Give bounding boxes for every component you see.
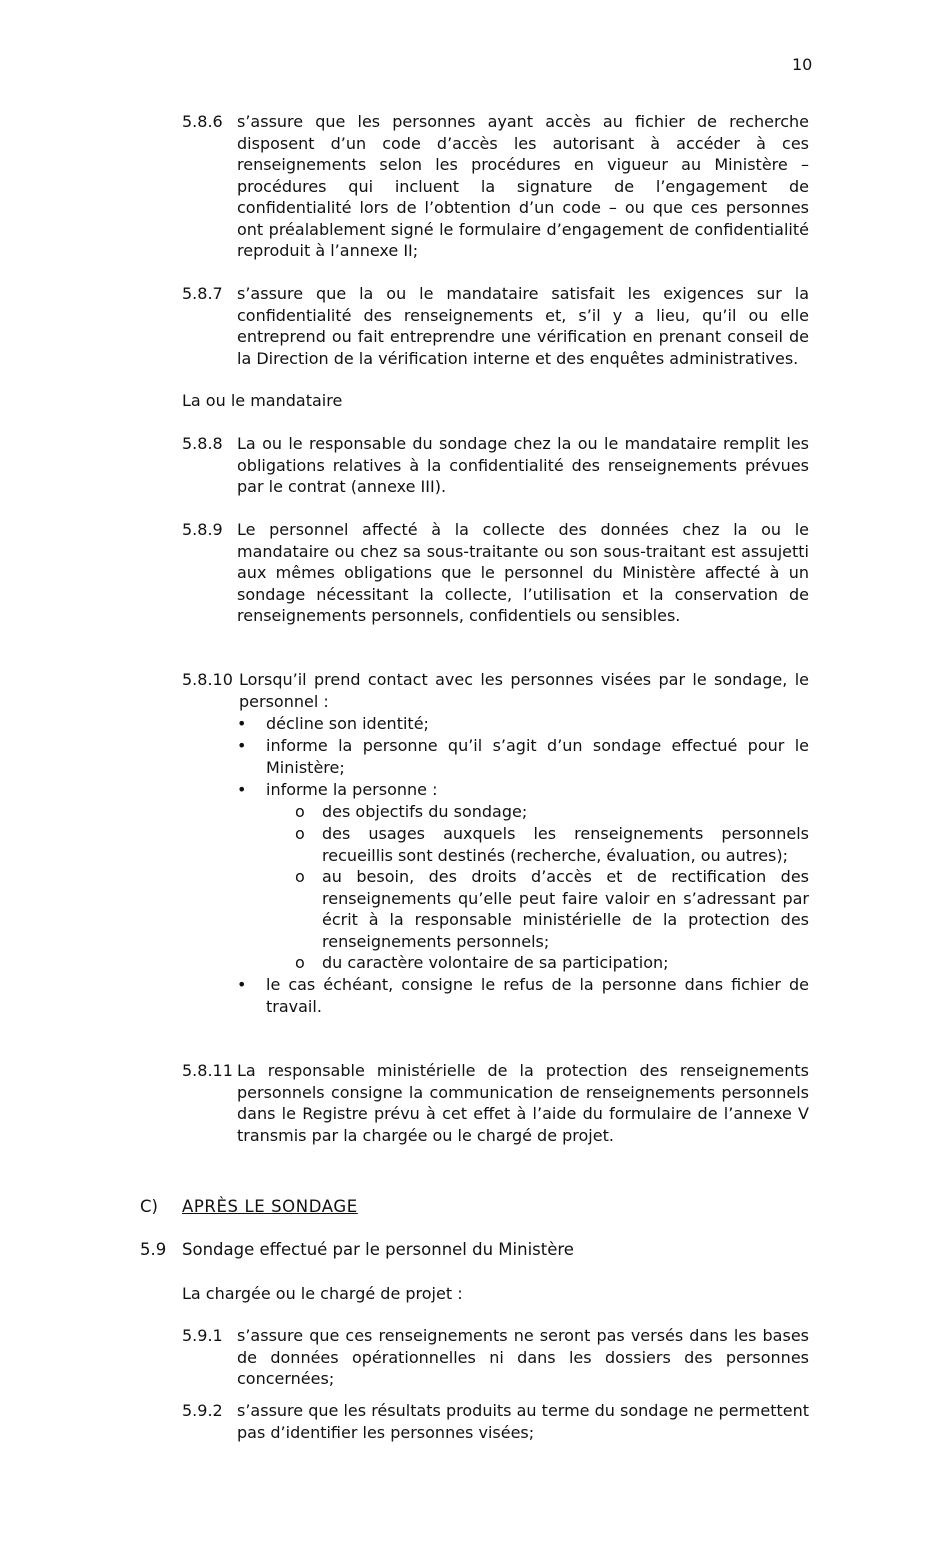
list-item <box>0 1325 950 1391</box>
item-text: s’assure que les résultats produits au terme du sondage ne permettent pas d’identifier les personnes visées; <box>237 1401 809 1442</box>
bullet-text: informe la personne : <box>266 780 438 799</box>
bullet-text: décline son identité; <box>266 714 429 733</box>
list-item <box>0 1060 950 1148</box>
item-text: s’assure que ces renseignements ne seront pas versés dans les bases de données opérationnelles ni dans les dossiers des personnes concernées; <box>237 1326 809 1388</box>
bullet-item <box>237 974 809 1018</box>
bullet-text: le cas échéant, consigne le refus de la personne dans fichier de travail. <box>266 975 809 1016</box>
item-text: La ou le responsable du sondage chez la ou le mandataire remplit les obligations relatives à la confidentialité des renseignements prévues par le contrat (annexe III). <box>237 434 809 496</box>
sub-bullet-item <box>293 801 809 823</box>
list-item <box>0 519 950 649</box>
item-text: Le personnel affecté à la collecte des données chez la ou le mandataire ou chez sa sous-traitante ou son sous-traitant est assujetti aux mêmes obligations que le personnel du Ministère affecté à un sondage nécessitant la collecte, l’utilisation et la conservation de renseignements personnels, confidentiels ou sensibles. <box>237 520 809 625</box>
bullet-text: informe la personne qu’il s’agit d’un sondage effectué pour le Ministère; <box>266 736 809 777</box>
list-item <box>0 433 950 499</box>
page-number: 10 <box>792 55 813 74</box>
list-item <box>0 1400 950 1444</box>
bullet-glyph: • <box>237 975 247 994</box>
subsection-label: La ou le mandataire <box>182 391 343 410</box>
bullet-glyph: • <box>237 736 247 755</box>
bullet-item <box>237 713 809 735</box>
sub-bullet-item <box>293 952 809 974</box>
sub-bullet-glyph: o <box>295 824 305 843</box>
bullet-item <box>237 735 809 779</box>
item-number: 5.8.11 <box>182 1061 233 1080</box>
subsection-label-block <box>0 1283 950 1305</box>
subsection-number: 5.9 <box>140 1240 167 1259</box>
sub-bullet-text: des usages auxquels les renseignements personnels recueillis sont destinés (recherche, évaluation, ou autres); <box>322 824 809 865</box>
sub-bullet-glyph: o <box>295 867 305 886</box>
subsection-label-block <box>0 390 950 412</box>
list-item <box>0 669 950 713</box>
sub-bullet-item <box>293 866 809 954</box>
sub-bullet-item <box>293 823 809 867</box>
item-text: s’assure que la ou le mandataire satisfait les exigences sur la confidentialité des renseignements et, s’il y a lieu, qu’il ou elle entreprend ou fait entreprendre une vérification en prenant conseil de la Direction de la vérification interne et des enquêtes administratives. <box>237 284 809 368</box>
section-letter: C) <box>140 1197 158 1216</box>
sub-bullet-glyph: o <box>295 802 305 821</box>
subsection-title: Sondage effectué par le personnel du Ministère <box>182 1240 574 1259</box>
subsection-label: La chargée ou le chargé de projet : <box>182 1284 463 1303</box>
bullet-glyph: • <box>237 714 247 733</box>
item-number: 5.8.6 <box>182 112 223 131</box>
section-title: APRÈS LE SONDAGE <box>182 1197 358 1216</box>
item-number: 5.8.7 <box>182 284 223 303</box>
sub-bullet-text: du caractère volontaire de sa participation; <box>322 953 669 972</box>
item-text: La responsable ministérielle de la protection des renseignements personnels consigne la communication de renseignements personnels dans le Registre prévu à cet effet à l’aide du formulaire de l’annexe V transmis par la chargée ou le chargé de projet. <box>237 1061 809 1145</box>
list-item <box>0 111 950 263</box>
bullet-glyph: • <box>237 780 247 799</box>
item-text: s’assure que les personnes ayant accès au fichier de recherche disposent d’un code d’accès les autorisant à accéder à ces renseignements selon les procédures en vigueur au Ministère – procédures qui incluent la signature de l’engagement de confidentialité lors de l’obtention d’un code – ou que ces personnes ont préalablement signé le formulaire d’engagement de confidentialité reproduit à l’annexe II; <box>237 112 809 260</box>
list-item <box>0 283 950 371</box>
item-number: 5.8.9 <box>182 520 223 539</box>
bullet-item <box>237 779 809 801</box>
sub-bullet-glyph: o <box>295 953 305 972</box>
item-text: Lorsqu’il prend contact avec les personnes visées par le sondage, le personnel : <box>239 670 809 711</box>
item-number: 5.8.10 <box>182 670 233 689</box>
item-number: 5.8.8 <box>182 434 223 453</box>
item-number: 5.9.2 <box>182 1401 223 1420</box>
sub-bullet-text: au besoin, des droits d’accès et de rectification des renseignements qu’elle peut faire valoir en s’adressant par écrit à la responsable ministérielle de la protection des renseignements personnels; <box>322 867 809 951</box>
item-number: 5.9.1 <box>182 1326 223 1345</box>
sub-bullet-text: des objectifs du sondage; <box>322 802 528 821</box>
